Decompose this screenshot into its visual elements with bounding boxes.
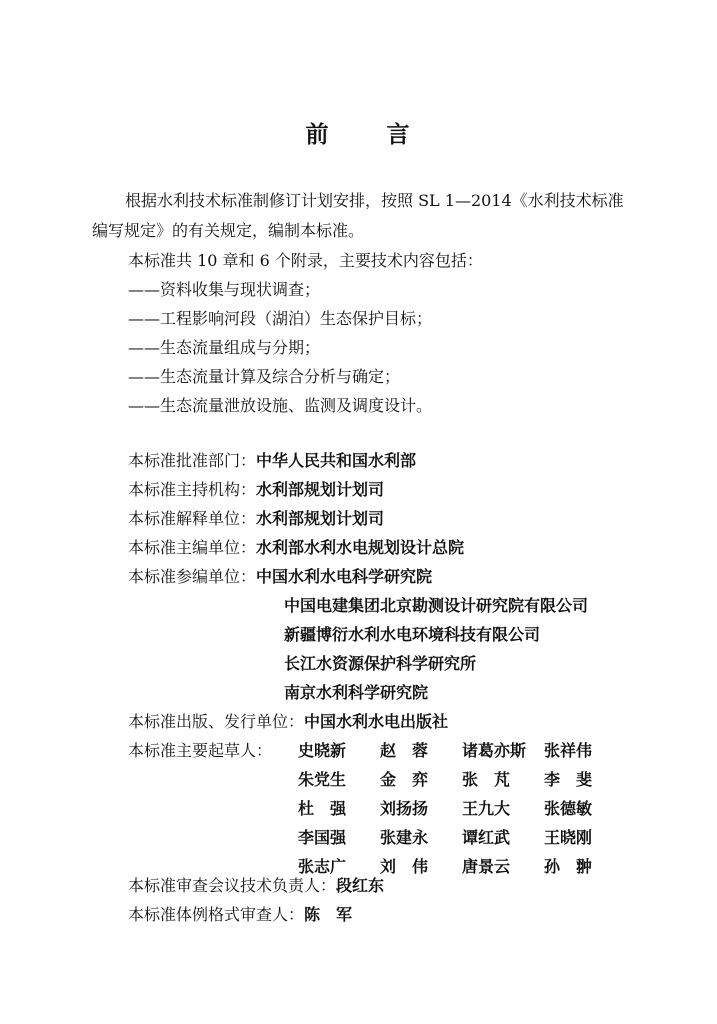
approver-row — [128, 446, 588, 475]
list-item: ——生态流量计算及综合分析与确定； — [128, 367, 401, 386]
drafter-name: 孙 翀 — [544, 857, 593, 876]
drafter-row — [298, 736, 626, 765]
drafter-row — [298, 823, 626, 852]
drafter-name: 王晓刚 — [544, 828, 593, 847]
drafter-name: 史晓新 — [298, 741, 347, 760]
participant-value: 长江水资源保护科学研究所 — [284, 654, 477, 673]
drafter-name: 刘扬扬 — [380, 799, 429, 818]
contents-intro: 本标准共 10 章和 6 个附录，主要技术内容包括： — [128, 251, 483, 270]
intro-paragraph: 根据水利技术标准制修订计划安排，按照 SL 1—2014《水利技术标准编写规定》的有关规定，编制本标准。 — [92, 191, 624, 240]
host-row — [128, 475, 588, 504]
review-info — [128, 871, 384, 929]
interpret-value: 水利部规划计划司 — [256, 509, 385, 528]
participant-value: 南京水利科学研究院 — [284, 683, 429, 702]
list-item: ——生态流量泄放设施、监测及调度设计。 — [128, 396, 433, 415]
list-item: ——资料收集与现状调查； — [128, 280, 321, 299]
drafter-row — [298, 765, 626, 794]
drafter-name: 诸葛亦斯 — [462, 741, 527, 760]
drafter-name: 张祥伟 — [544, 741, 593, 760]
drafter-name: 朱党生 — [298, 770, 347, 789]
drafters-label: 本标准主要起草人： — [128, 741, 273, 760]
participant-value: 中国电建集团北京勘测设计研究院有限公司 — [284, 596, 589, 615]
drafter-row — [298, 794, 626, 823]
drafter-name: 唐景云 — [462, 857, 511, 876]
participant-row — [128, 678, 588, 707]
contents-list — [128, 275, 432, 420]
drafter-name: 杜 强 — [298, 799, 347, 818]
participant-value: 新疆博衍水利水电环境科技有限公司 — [284, 625, 541, 644]
chief-row — [128, 533, 588, 562]
drafter-name: 张德敏 — [544, 799, 593, 818]
reviewer-label: 本标准审查会议技术负责人： — [128, 876, 337, 895]
drafter-name: 张志广 — [298, 857, 347, 876]
drafter-name: 李 斐 — [544, 770, 593, 789]
approver-value: 中华人民共和国水利部 — [256, 451, 417, 470]
drafter-name: 王九大 — [462, 799, 511, 818]
chief-label: 本标准主编单位： — [128, 538, 257, 557]
host-label: 本标准主持机构： — [128, 480, 257, 499]
title-char-1: 前 — [305, 122, 331, 148]
participant-row — [128, 591, 588, 620]
publisher-value: 中国水利水电出版社 — [304, 712, 449, 731]
list-item: ——工程影响河段（湖泊）生态保护目标； — [128, 309, 433, 328]
page-title — [0, 116, 717, 149]
drafter-name: 赵 蓉 — [380, 741, 429, 760]
list-item: ——生态流量组成与分期； — [128, 338, 321, 357]
title-char-2: 言 — [386, 122, 412, 148]
format-reviewer-label: 本标准体例格式审查人： — [128, 905, 305, 924]
chief-value: 水利部水利水电规划设计总院 — [256, 538, 465, 557]
drafter-name: 张 芃 — [462, 770, 511, 789]
participant-value: 中国水利水电科学研究院 — [256, 567, 433, 586]
publisher-row — [128, 707, 588, 736]
participant-row — [128, 562, 588, 591]
format-reviewer-value: 陈 军 — [304, 905, 353, 924]
host-value: 水利部规划计划司 — [256, 480, 385, 499]
participant-row — [128, 649, 588, 678]
reviewer-value: 段红东 — [336, 876, 385, 895]
participant-label: 本标准参编单位： — [128, 567, 257, 586]
drafter-name: 刘 伟 — [380, 857, 429, 876]
drafters-list — [298, 736, 626, 881]
participant-row — [128, 620, 588, 649]
drafter-name: 李国强 — [298, 828, 347, 847]
format-reviewer-row — [128, 900, 384, 929]
interpret-label: 本标准解释单位： — [128, 509, 257, 528]
approver-label: 本标准批准部门： — [128, 451, 257, 470]
reviewer-row — [128, 871, 384, 900]
drafter-name: 金 弈 — [380, 770, 429, 789]
publisher-label: 本标准出版、发行单位： — [128, 712, 305, 731]
drafter-name: 张建永 — [380, 828, 429, 847]
interpret-row — [128, 504, 588, 533]
drafter-name: 谭红武 — [462, 828, 511, 847]
standard-info — [128, 446, 588, 765]
